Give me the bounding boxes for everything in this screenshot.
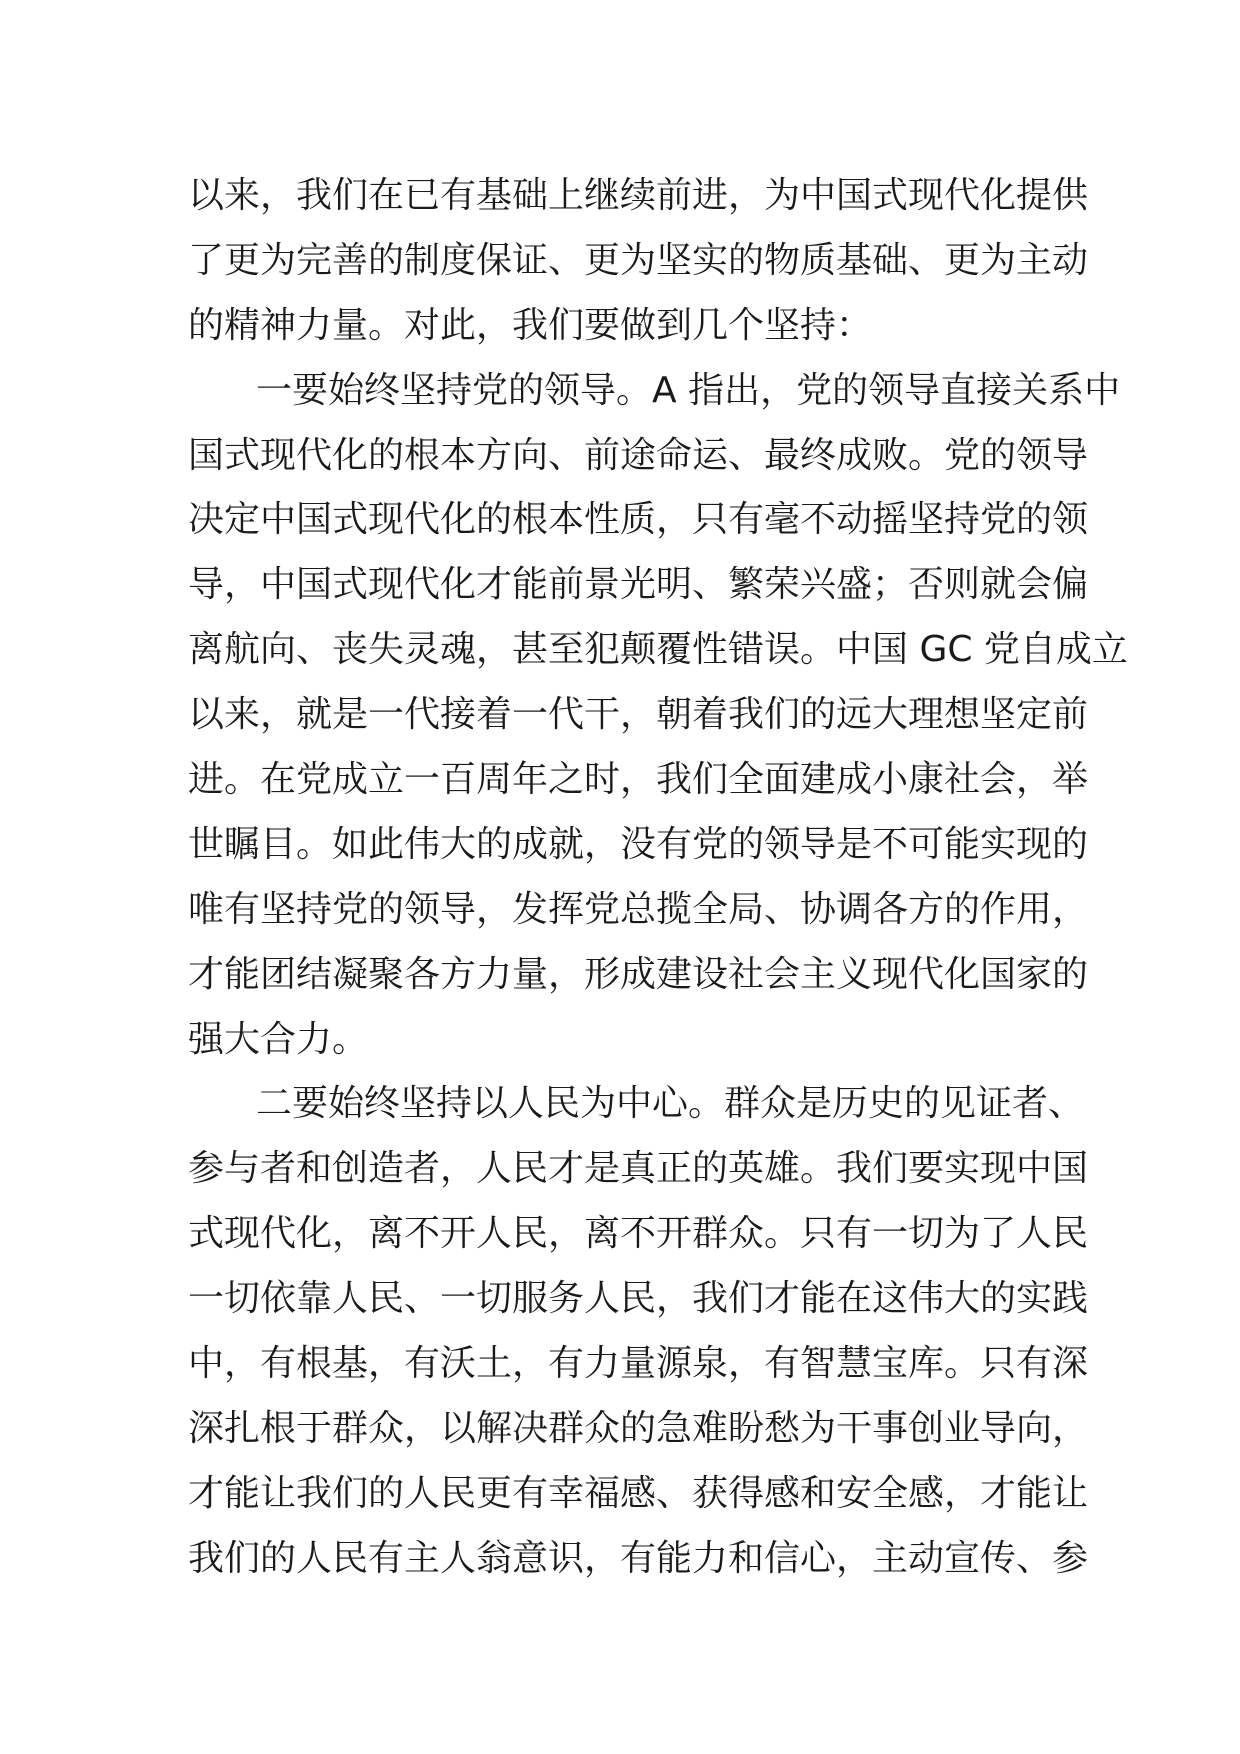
text-line: 我们的人民有主人翁意识，有能力和信心，主动宣传、参: [188, 1537, 1089, 1579]
text-line: 唯有坚持党的领导，发挥党总揽全局、协调各方的作用，: [188, 888, 1089, 930]
text-line: 参与者和创造者，人民才是真正的英雄。我们要实现中国: [188, 1148, 1089, 1190]
text-line: 国式现代化的根本方向、前途命运、最终成败。党的领导: [188, 434, 1089, 476]
text-line: 离航向、丧失灵魂，甚至犯颠覆性错误。中国 GC 党自成立: [188, 629, 1128, 671]
text-line: 式现代化，离不开人民，离不开群众。只有一切为了人民: [188, 1213, 1089, 1255]
text-line: 以来，我们在已有基础上继续前进，为中国式现代化提供: [188, 175, 1089, 216]
text-line: 以来，就是一代接着一代干，朝着我们的远大理想坚定前: [188, 694, 1089, 736]
text-line: 一切依靠人民、一切服务人民，我们才能在这伟大的实践: [188, 1278, 1089, 1320]
text-line: 的精神力量。对此，我们要做到几个坚持：: [188, 304, 873, 346]
text-line: 深扎根于群众，以解决群众的急难盼愁为干事创业导向，: [188, 1407, 1089, 1449]
text-line: 了更为完善的制度保证、更为坚实的物质基础、更为主动: [188, 239, 1089, 281]
text-line: 中，有根基，有沃土，有力量源泉，有智慧宝库。只有深: [188, 1343, 1089, 1385]
text-line: 强大合力。: [188, 1018, 369, 1060]
paragraph-first-line: 一要始终坚持党的领导。A 指出，党的领导直接关系中: [256, 369, 1121, 411]
text-line: 决定中国式现代化的根本性质，只有毫不动摇坚持党的领: [188, 499, 1089, 541]
text-line: 导，中国式现代化才能前景光明、繁荣兴盛；否则就会偏: [188, 564, 1089, 606]
body-text: [188, 164, 1128, 1592]
text-line: 才能让我们的人民更有幸福感、获得感和安全感，才能让: [188, 1472, 1089, 1514]
text-line: 才能团结凝聚各方力量，形成建设社会主义现代化国家的: [188, 953, 1089, 995]
text-line: 进。在党成立一百周年之时，我们全面建成小康社会，举: [188, 759, 1089, 801]
paragraph-first-line: 二要始终坚持以人民为中心。群众是历史的见证者、: [256, 1083, 1085, 1125]
text-line: 世瞩目。如此伟大的成就，没有党的领导是不可能实现的: [188, 823, 1089, 865]
